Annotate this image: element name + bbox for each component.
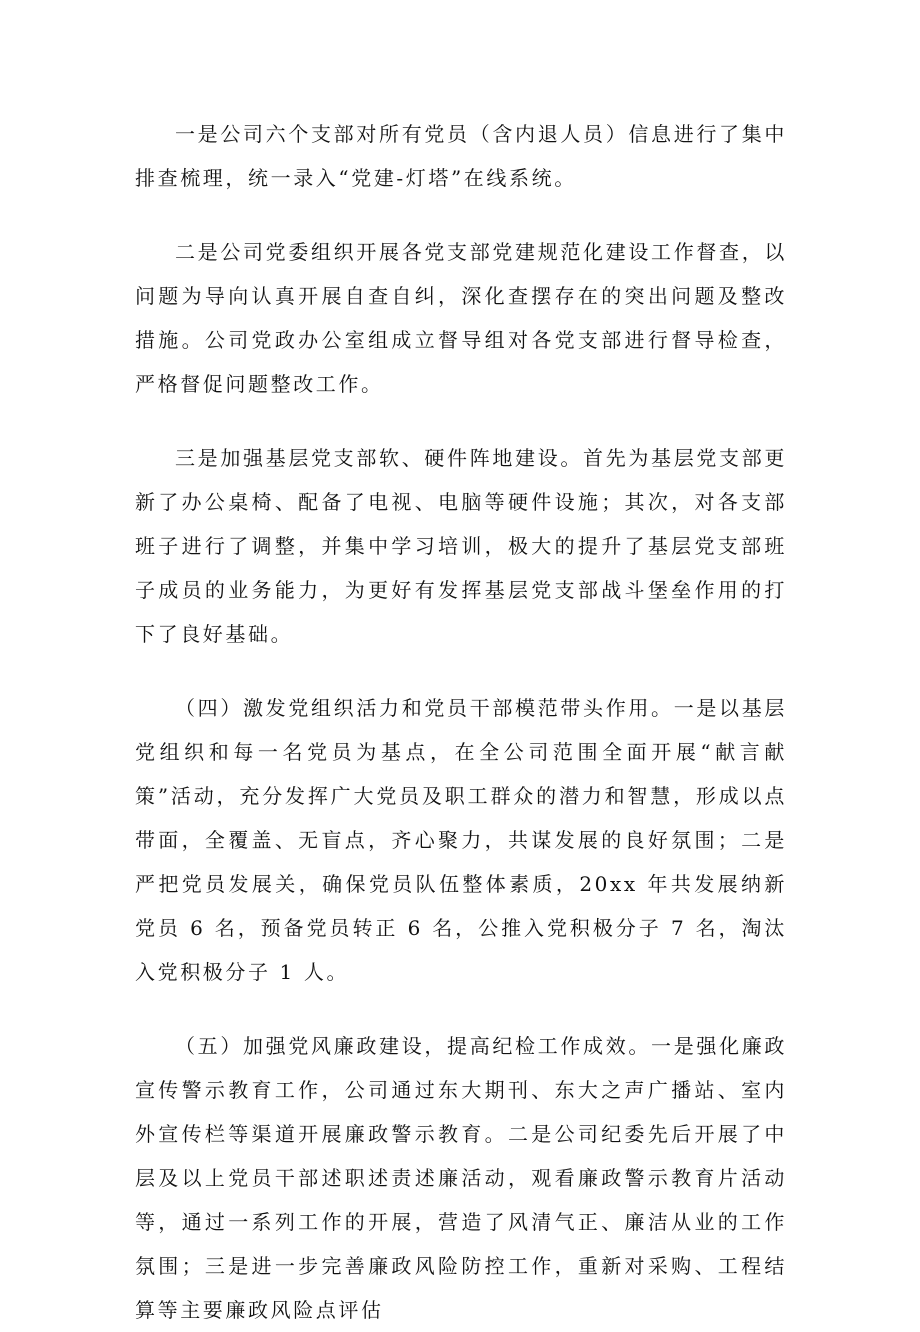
paragraph-section-four: （四）激发党组织活力和党员干部模范带头作用。一是以基层党组织和每一名党员为基点，在全公司范围全面开展“献言献策”活动，充分发挥广大党员及职工群众的潜力和智慧，形成以点带面，全覆盖、无盲点，齐心聚力，共谋发展的良好氛围；二是严把党员发展关，确保党员队伍整体素质，20xx 年共发展纳新党员 6 名，预备党员转正 6 名，公推入党积极分子 7 名，淘汰入党积极分子 1 人。	[135, 696, 787, 984]
paragraph-section-five: （五）加强党风廉政建设，提高纪检工作成效。一是强化廉政宣传警示教育工作，公司通过东大期刊、东大之声广播站、室内外宣传栏等渠道开展廉政警示教育。二是公司纪委先后开展了中层及以上党员干部述职述责述廉活动，观看廉政警示教育片活动等，通过一系列工作的开展，营造了风清气正、廉洁从业的工作氛围；三是进一步完善廉政风险防控工作，重新对采购、工程结算等主要廉政风险点评估	[135, 1034, 787, 1322]
paragraph-branch-facilities: 三是加强基层党支部软、硬件阵地建设。首先为基层党支部更新了办公桌椅、配备了电视、电脑等硬件设施；其次，对各支部班子进行了调整，并集中学习培训，极大的提升了基层党支部班子成员的业务能力，为更好有发挥基层党支部战斗堡垒作用的打下了良好基础。	[135, 446, 787, 646]
paragraph-standardization-inspection: 二是公司党委组织开展各党支部党建规范化建设工作督查，以问题为导向认真开展自查自纠，深化查摆存在的突出问题及整改措施。公司党政办公室组成立督导组对各党支部进行督导检查，严格督促问题整改工作。	[135, 240, 787, 396]
paragraph-branch-info: 一是公司六个支部对所有党员（含内退人员）信息进行了集中排查梳理，统一录入“党建-灯塔”在线系统。	[135, 122, 787, 190]
